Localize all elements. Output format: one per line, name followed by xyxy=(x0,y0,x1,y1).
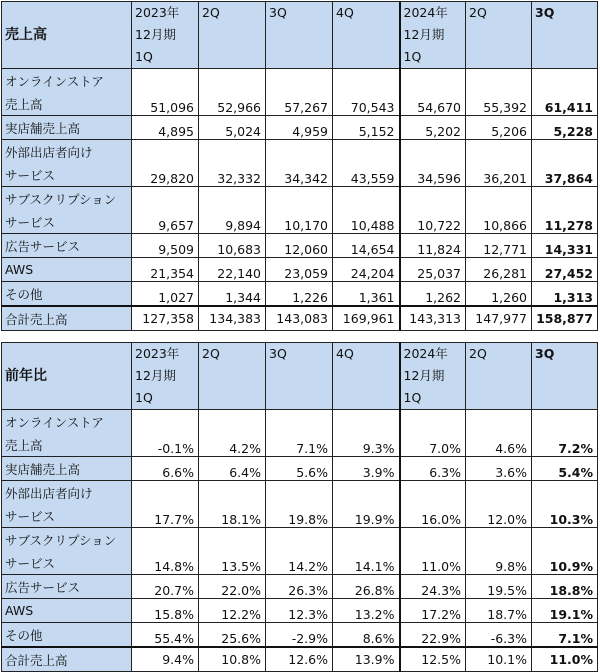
value-cell: 9,509 xyxy=(132,234,199,258)
total-label: 合計売上高 xyxy=(2,647,132,672)
row-label: 広告サービス xyxy=(2,575,132,599)
value-cell: 1,313 xyxy=(532,282,598,307)
value-cell: 32,332 xyxy=(199,140,266,187)
total-value: 10.1% xyxy=(466,647,532,672)
row-label: 実店舗売上高 xyxy=(2,116,132,140)
total-value: 11.0% xyxy=(532,647,598,672)
row-label: 売上高 xyxy=(2,92,132,116)
column-header: 2Q xyxy=(466,343,532,410)
value-cell: 3.9% xyxy=(333,457,400,481)
column-header: 2024年 xyxy=(400,2,466,25)
table-row xyxy=(2,258,598,282)
value-cell: 1,027 xyxy=(132,282,199,307)
value-cell: 1,344 xyxy=(199,282,266,307)
value-cell: 36,201 xyxy=(466,140,532,187)
value-cell: 10,866 xyxy=(466,187,532,234)
column-header: 1Q xyxy=(132,46,199,69)
value-cell: 16.0% xyxy=(400,481,466,528)
table-row xyxy=(2,234,598,258)
total-value: 10.8% xyxy=(199,647,266,672)
total-value: 13.9% xyxy=(333,647,400,672)
value-cell: 34,596 xyxy=(400,140,466,187)
total-value: 143,313 xyxy=(400,306,466,331)
value-cell: 4,895 xyxy=(132,116,199,140)
row-label: AWS xyxy=(2,258,132,282)
total-label: 合計売上高 xyxy=(2,306,132,331)
value-cell: 57,267 xyxy=(266,69,333,116)
total-value: 9.4% xyxy=(132,647,199,672)
table-row xyxy=(2,575,598,599)
value-cell: 22,140 xyxy=(199,258,266,282)
value-cell: 19.5% xyxy=(466,575,532,599)
column-header: 3Q xyxy=(532,2,598,69)
row-label: 外部出店者向け xyxy=(2,481,132,505)
value-cell: 22.0% xyxy=(199,575,266,599)
value-cell: 17.7% xyxy=(132,481,199,528)
value-cell: 19.9% xyxy=(333,481,400,528)
table-row xyxy=(2,116,598,140)
row-label: 広告サービス xyxy=(2,234,132,258)
value-cell: 23,059 xyxy=(266,258,333,282)
total-row xyxy=(2,647,598,672)
row-label: サービス xyxy=(2,504,132,528)
table-row xyxy=(2,457,598,481)
value-cell: 10,488 xyxy=(333,187,400,234)
value-cell: 43,559 xyxy=(333,140,400,187)
value-cell: 9.8% xyxy=(466,528,532,575)
value-cell: 14.1% xyxy=(333,528,400,575)
value-cell: 21,354 xyxy=(132,258,199,282)
value-cell: 27,452 xyxy=(532,258,598,282)
value-cell: 55,392 xyxy=(466,69,532,116)
value-cell: 61,411 xyxy=(532,69,598,116)
value-cell: 12,060 xyxy=(266,234,333,258)
value-cell: 18.8% xyxy=(532,575,598,599)
sales-table xyxy=(1,1,598,331)
column-header: 12月期 xyxy=(400,24,466,46)
header-row xyxy=(2,343,598,366)
value-cell: 15.8% xyxy=(132,599,199,623)
column-header: 3Q xyxy=(266,343,333,410)
row-label: 売上高 xyxy=(2,433,132,457)
value-cell: 29,820 xyxy=(132,140,199,187)
value-cell: 10.9% xyxy=(532,528,598,575)
value-cell: 19.8% xyxy=(266,481,333,528)
table-row xyxy=(2,599,598,623)
value-cell: 55.4% xyxy=(132,623,199,648)
column-header: 2024年 xyxy=(400,343,466,366)
yoy-table xyxy=(1,342,598,672)
value-cell: 14.8% xyxy=(132,528,199,575)
value-cell: 8.6% xyxy=(333,623,400,648)
value-cell: 9,894 xyxy=(199,187,266,234)
value-cell: 7.1% xyxy=(266,410,333,457)
value-cell: 7.1% xyxy=(532,623,598,648)
value-cell: 54,670 xyxy=(400,69,466,116)
row-label: AWS xyxy=(2,599,132,623)
value-cell: 5,228 xyxy=(532,116,598,140)
value-cell: 34,342 xyxy=(266,140,333,187)
column-header: 1Q xyxy=(400,387,466,410)
value-cell: 12.0% xyxy=(466,481,532,528)
table-row xyxy=(2,410,598,434)
value-cell: 12,771 xyxy=(466,234,532,258)
value-cell: 5,202 xyxy=(400,116,466,140)
column-header: 2Q xyxy=(199,2,266,69)
column-header: 4Q xyxy=(333,343,400,410)
row-label: 実店舗売上高 xyxy=(2,457,132,481)
table-title: 売上高 xyxy=(2,2,132,69)
column-header: 3Q xyxy=(532,343,598,410)
header-row xyxy=(2,2,598,25)
column-header: 4Q xyxy=(333,2,400,69)
value-cell: 13.2% xyxy=(333,599,400,623)
value-cell: 5,206 xyxy=(466,116,532,140)
column-header: 2Q xyxy=(466,2,532,69)
value-cell: 26,281 xyxy=(466,258,532,282)
value-cell: 1,260 xyxy=(466,282,532,307)
value-cell: 6.4% xyxy=(199,457,266,481)
table-title: 前年比 xyxy=(2,343,132,410)
value-cell: 9,657 xyxy=(132,187,199,234)
value-cell: 20.7% xyxy=(132,575,199,599)
row-label: 外部出店者向け xyxy=(2,140,132,164)
total-value: 143,083 xyxy=(266,306,333,331)
value-cell: 7.0% xyxy=(400,410,466,457)
row-label: オンラインストア xyxy=(2,69,132,93)
row-label: サービス xyxy=(2,163,132,187)
row-label: サービス xyxy=(2,551,132,575)
column-header: 12月期 xyxy=(400,365,466,387)
value-cell: 11.0% xyxy=(400,528,466,575)
value-cell: 5,024 xyxy=(199,116,266,140)
value-cell: 1,262 xyxy=(400,282,466,307)
value-cell: 10.3% xyxy=(532,481,598,528)
value-cell: 18.7% xyxy=(466,599,532,623)
table-row xyxy=(2,481,598,505)
column-header: 2023年 xyxy=(132,2,199,25)
value-cell: 26.8% xyxy=(333,575,400,599)
column-header: 1Q xyxy=(400,46,466,69)
value-cell: 5.4% xyxy=(532,457,598,481)
total-value: 12.6% xyxy=(266,647,333,672)
value-cell: 14,331 xyxy=(532,234,598,258)
value-cell: 6.6% xyxy=(132,457,199,481)
total-value: 127,358 xyxy=(132,306,199,331)
value-cell: 25.6% xyxy=(199,623,266,648)
column-header: 3Q xyxy=(266,2,333,69)
row-label: サービス xyxy=(2,210,132,234)
value-cell: 10,722 xyxy=(400,187,466,234)
value-cell: 5,152 xyxy=(333,116,400,140)
value-cell: 6.3% xyxy=(400,457,466,481)
table-row xyxy=(2,187,598,211)
row-label: その他 xyxy=(2,282,132,307)
value-cell: 11,278 xyxy=(532,187,598,234)
value-cell: 25,037 xyxy=(400,258,466,282)
value-cell: 51,096 xyxy=(132,69,199,116)
value-cell: 26.3% xyxy=(266,575,333,599)
value-cell: 12.3% xyxy=(266,599,333,623)
row-label: サブスクリプション xyxy=(2,187,132,211)
value-cell: 4.6% xyxy=(466,410,532,457)
table-row xyxy=(2,282,598,307)
value-cell: 1,361 xyxy=(333,282,400,307)
value-cell: 1,226 xyxy=(266,282,333,307)
value-cell: 14.2% xyxy=(266,528,333,575)
table-row xyxy=(2,69,598,93)
table-row xyxy=(2,140,598,164)
table-row xyxy=(2,623,598,648)
value-cell: 10,683 xyxy=(199,234,266,258)
column-header: 1Q xyxy=(132,387,199,410)
value-cell: 37,864 xyxy=(532,140,598,187)
value-cell: 22.9% xyxy=(400,623,466,648)
total-value: 147,977 xyxy=(466,306,532,331)
table-row xyxy=(2,528,598,552)
total-row xyxy=(2,306,598,331)
column-header: 12月期 xyxy=(132,24,199,46)
value-cell: 3.6% xyxy=(466,457,532,481)
total-value: 12.5% xyxy=(400,647,466,672)
total-value: 169,961 xyxy=(333,306,400,331)
value-cell: 7.2% xyxy=(532,410,598,457)
value-cell: -0.1% xyxy=(132,410,199,457)
value-cell: 52,966 xyxy=(199,69,266,116)
value-cell: 24.3% xyxy=(400,575,466,599)
row-label: オンラインストア xyxy=(2,410,132,434)
value-cell: -2.9% xyxy=(266,623,333,648)
value-cell: 4.2% xyxy=(199,410,266,457)
value-cell: 10,170 xyxy=(266,187,333,234)
column-header: 12月期 xyxy=(132,365,199,387)
value-cell: 13.5% xyxy=(199,528,266,575)
value-cell: 5.6% xyxy=(266,457,333,481)
value-cell: 4,959 xyxy=(266,116,333,140)
value-cell: 9.3% xyxy=(333,410,400,457)
row-label: サブスクリプション xyxy=(2,528,132,552)
value-cell: 19.1% xyxy=(532,599,598,623)
total-value: 158,877 xyxy=(532,306,598,331)
value-cell: 18.1% xyxy=(199,481,266,528)
value-cell: 11,824 xyxy=(400,234,466,258)
value-cell: -6.3% xyxy=(466,623,532,648)
total-value: 134,383 xyxy=(199,306,266,331)
value-cell: 70,543 xyxy=(333,69,400,116)
value-cell: 12.2% xyxy=(199,599,266,623)
row-label: その他 xyxy=(2,623,132,648)
value-cell: 24,204 xyxy=(333,258,400,282)
column-header: 2Q xyxy=(199,343,266,410)
value-cell: 14,654 xyxy=(333,234,400,258)
column-header: 2023年 xyxy=(132,343,199,366)
value-cell: 17.2% xyxy=(400,599,466,623)
